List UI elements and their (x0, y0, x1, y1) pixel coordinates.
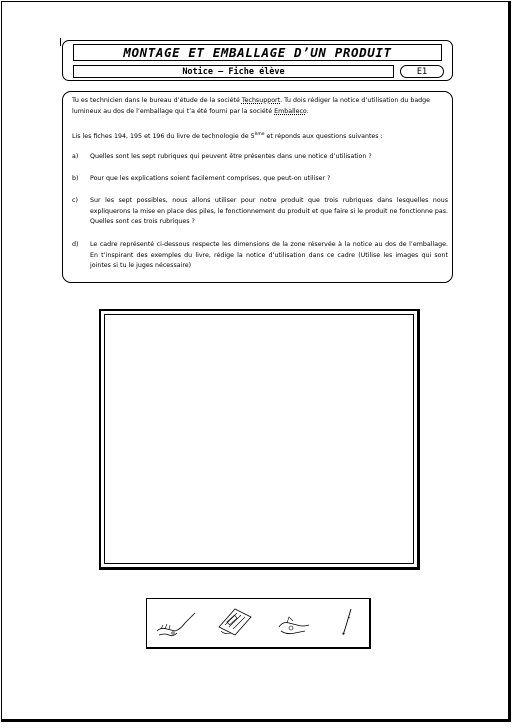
hand-pressing-button-icon[interactable] (155, 609, 199, 639)
notice-drawing-area[interactable] (99, 309, 420, 570)
notice-inner-border (104, 314, 414, 564)
question-text: Le cadre représenté ci-dessous respecte les dimensions de la zone réservée à la notice au dos de l’emballage. En t’inspirant des exemples du livre, rédige la notice d’utilisation dans ce cadre (Utilise les images qui sont jointes si tu le juges nécessaire) (90, 241, 448, 269)
question-text: Quelles sont les sept rubriques qui peuvent être présentes dans une notice d’utilisation ? (90, 153, 372, 160)
reading-text-1: Lis les fiches 194, 195 et 196 du livre de technologie de 5 (72, 133, 255, 141)
intro-paragraph (72, 96, 446, 117)
question-text: Sur les sept possibles, nous allons utiliser pour notre produit que trois rubriques dans lesquelles nous expliquerons la mise en place des piles, le fonctionnement du produit et que faire si le produit ne fonctionne pas. Quelles sont ces trois rubriques ? (90, 197, 448, 225)
supplier-name: Emballeco (274, 107, 307, 115)
question-label: b) (72, 175, 79, 182)
question-label: d) (72, 241, 79, 248)
battery-compartment-icon[interactable] (215, 605, 255, 639)
page-subtitle: Notice – Fiche élève (182, 66, 285, 77)
clipart-images-box (146, 598, 371, 649)
company-name: Techsupport (241, 97, 281, 104)
page-title: MONTAGE ET EMBALLAGE D’UN PRODUIT (123, 45, 392, 60)
sheet-code-badge: E1 (400, 65, 444, 78)
intro-text-1: Tu es technicien dans le bureau d’étude de la société (72, 97, 242, 104)
hand-holding-badge-icon[interactable] (275, 613, 315, 639)
intro-text-3: . (306, 107, 309, 115)
reading-instruction (72, 130, 446, 143)
stylus-pen-icon[interactable] (337, 607, 357, 639)
instructions-box (62, 91, 453, 283)
subtitle-box (73, 65, 394, 78)
question-label: a) (72, 153, 79, 160)
question-label: c) (72, 197, 78, 204)
intro-text-2: . Tu dois rédiger la notice d’utilisation du badge lumineux au dos de l’emballage qui t’a été fourni par la société (72, 97, 431, 115)
reading-superscript: ème (254, 132, 265, 137)
title-box (73, 44, 442, 61)
question-text: Pour que les explications soient facilement comprises, que peut-on utiliser ? (90, 175, 331, 182)
reading-text-2: et réponds aux questions suivantes : (264, 133, 383, 141)
